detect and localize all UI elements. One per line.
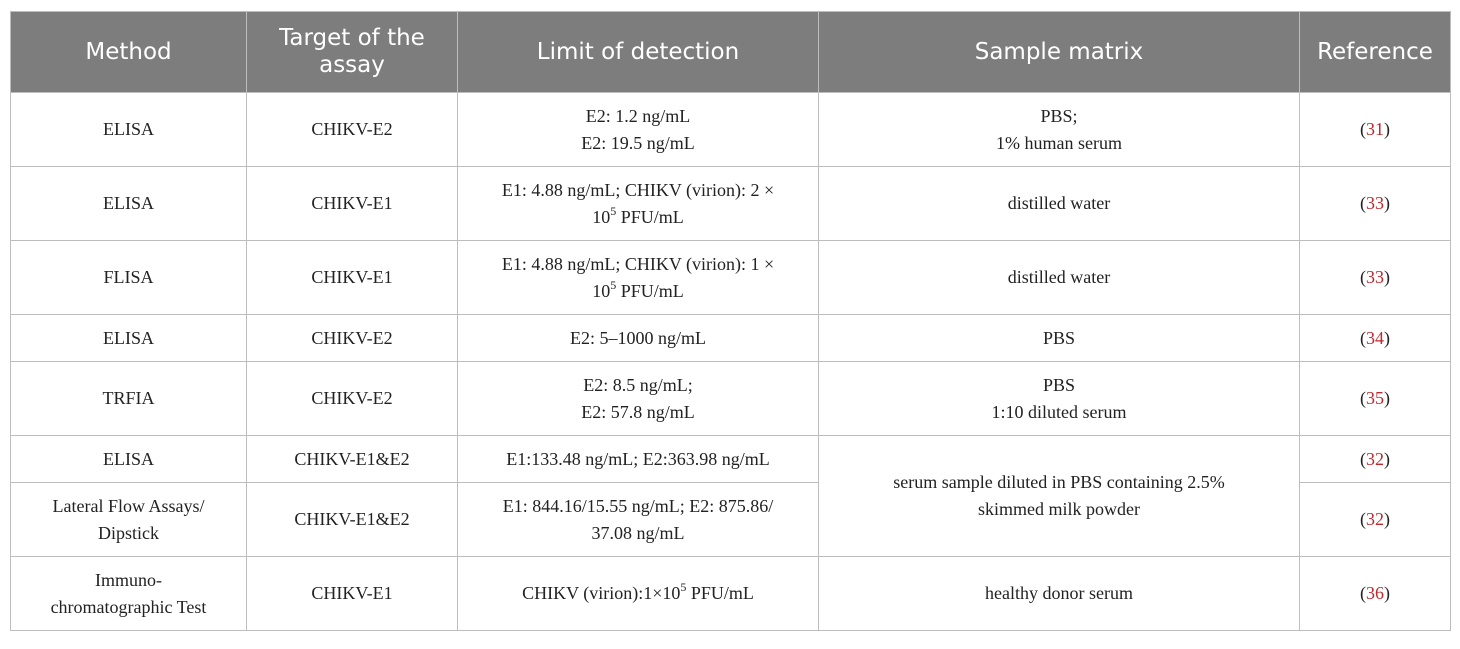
reference-cell: (33): [1300, 167, 1451, 241]
lod-cell: E1: 4.88 ng/mL; CHIKV (virion): 2 × $10^5$ PFU/mL: [458, 167, 819, 241]
header-sample-matrix: Sample matrix: [819, 12, 1300, 93]
method-cell: Lateral Flow Assays/ Dipstick: [11, 483, 247, 557]
target-cell: CHIKV-E2: [247, 93, 458, 167]
lod-cell: CHIKV $(virion):1\times 10^5$ PFU/mL: [458, 557, 819, 631]
matrix-cell: PBS: [819, 315, 1300, 362]
method-cell: ELISA: [11, 93, 247, 167]
lod-cell: E2: 1.2 ng/mL E2: 19.5 ng/mL: [458, 93, 819, 167]
lod-cell: E2: 5–1000 ng/mL: [458, 315, 819, 362]
table-row: [11, 167, 1451, 241]
reference-cell: (35): [1300, 362, 1451, 436]
lod-cell: E2: 8.5 ng/mL; E2: 57.8 ng/mL: [458, 362, 819, 436]
lod-cell: E1: 844.16/15.55 ng/mL; E2: 875.86/ 37.08 ng/mL: [458, 483, 819, 557]
header-reference: Reference: [1300, 12, 1451, 93]
method-cell: Immuno- chromatographic Test: [11, 557, 247, 631]
matrix-cell: serum sample diluted in PBS containing 2.5% skimmed milk powder: [819, 436, 1300, 557]
table-row: [11, 557, 1451, 631]
matrix-cell: distilled water: [819, 241, 1300, 315]
lod-cell: E1: 4.88 ng/mL; CHIKV (virion): 1 × $10^5$ PFU/mL: [458, 241, 819, 315]
reference-link[interactable]: 33: [1366, 267, 1384, 287]
header-method: Method: [11, 12, 247, 93]
target-cell: CHIKV-E2: [247, 315, 458, 362]
reference-cell: (33): [1300, 241, 1451, 315]
target-cell: CHIKV-E1&E2: [247, 436, 458, 483]
lod-cell: E1:133.48 ng/mL; E2:363.98 ng/mL: [458, 436, 819, 483]
reference-cell: (32): [1300, 483, 1451, 557]
method-cell: FLISA: [11, 241, 247, 315]
table-row: [11, 315, 1451, 362]
table-row: [11, 362, 1451, 436]
header-limit-of-detection: Limit of detection: [458, 12, 819, 93]
target-cell: CHIKV-E1: [247, 241, 458, 315]
reference-link[interactable]: 36: [1366, 583, 1384, 603]
reference-cell: (32): [1300, 436, 1451, 483]
matrix-cell: PBS; 1% human serum: [819, 93, 1300, 167]
matrix-cell: PBS 1:10 diluted serum: [819, 362, 1300, 436]
reference-link[interactable]: 33: [1366, 193, 1384, 213]
method-cell: ELISA: [11, 167, 247, 241]
reference-link[interactable]: 31: [1366, 119, 1384, 139]
method-cell: ELISA: [11, 315, 247, 362]
method-cell: ELISA: [11, 436, 247, 483]
target-cell: CHIKV-E2: [247, 362, 458, 436]
target-cell: CHIKV-E1: [247, 557, 458, 631]
matrix-cell: distilled water: [819, 167, 1300, 241]
reference-cell: (34): [1300, 315, 1451, 362]
table-row: [11, 241, 1451, 315]
method-cell: TRFIA: [11, 362, 247, 436]
reference-link[interactable]: 32: [1366, 509, 1384, 529]
table-header-row: [11, 12, 1451, 93]
header-target: Target of the assay: [247, 12, 458, 93]
matrix-cell: healthy donor serum: [819, 557, 1300, 631]
target-cell: CHIKV-E1&E2: [247, 483, 458, 557]
reference-cell: (36): [1300, 557, 1451, 631]
reference-link[interactable]: 35: [1366, 388, 1384, 408]
table-row: [11, 93, 1451, 167]
reference-link[interactable]: 34: [1366, 327, 1384, 348]
reference-cell: (31): [1300, 93, 1451, 167]
reference-link[interactable]: 32: [1366, 448, 1384, 469]
target-cell: CHIKV-E1: [247, 167, 458, 241]
table-row: [11, 436, 1451, 483]
data-table: [10, 11, 1451, 631]
